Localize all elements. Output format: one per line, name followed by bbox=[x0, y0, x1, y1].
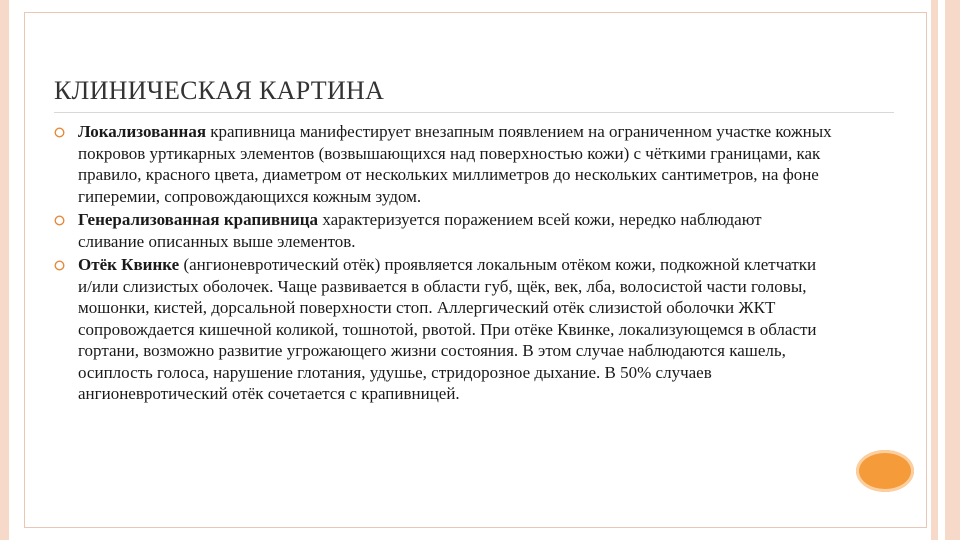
left-decor-stripe bbox=[0, 0, 9, 540]
bullet-icon bbox=[54, 260, 65, 271]
orange-circle-decoration bbox=[856, 450, 914, 492]
right-decor-stripe-inner bbox=[931, 0, 938, 540]
bullet-text: крапивница манифестирует внезапным появлением на ограниченном участке кожных покровов уртикарных элементов (возвышающихся над поверхностью кожи) с чёткими границами, как правило, красного цвета, диаметром от нескольких миллиметров до нескольких сантиметров, на фоне гиперемии, сопровождающихся кожным зудом. bbox=[78, 122, 832, 206]
bullet-item-localized bbox=[54, 121, 832, 207]
bullet-term: Генерализованная крапивница bbox=[78, 210, 319, 229]
bullet-text: (ангионевротический отёк) проявляется локальным отёком кожи, подкожной клетчатки и/или слизистых оболочек. Чаще развивается в области губ, щёк, век, лба, волосистой части головы, мошонки, кистей, дорсальной поверхности стоп. Аллергический отёк слизистой оболочки ЖКТ сопровождается кишечной коликой, тошнотой, рвотой. При отёке Квинке, локализующемся в области гортани, возможно развитие угрожающего жизни состояния. В этом случае наблюдаются кашель, осиплость голоса, нарушение глотания, удушье, стридорозное дыхание. В 50% случаев ангионевротический отёк сочетается с крапивницей. bbox=[78, 255, 817, 403]
slide-title: КЛИНИЧЕСКАЯ КАРТИНА bbox=[54, 76, 385, 105]
bullet-icon bbox=[54, 215, 65, 226]
bullet-icon bbox=[54, 127, 65, 138]
title-divider bbox=[54, 112, 894, 113]
bullet-term: Локализованная bbox=[78, 122, 207, 141]
bullet-item-generalized bbox=[54, 209, 832, 252]
bullet-text: характеризуется поражением всей кожи, нередко наблюдают сливание описанных выше элементов. bbox=[78, 210, 762, 251]
right-decor-stripe-outer bbox=[945, 0, 960, 540]
bullet-item-quincke bbox=[54, 254, 832, 405]
bullet-list bbox=[54, 121, 832, 407]
bullet-term: Отёк Квинке bbox=[78, 255, 180, 274]
